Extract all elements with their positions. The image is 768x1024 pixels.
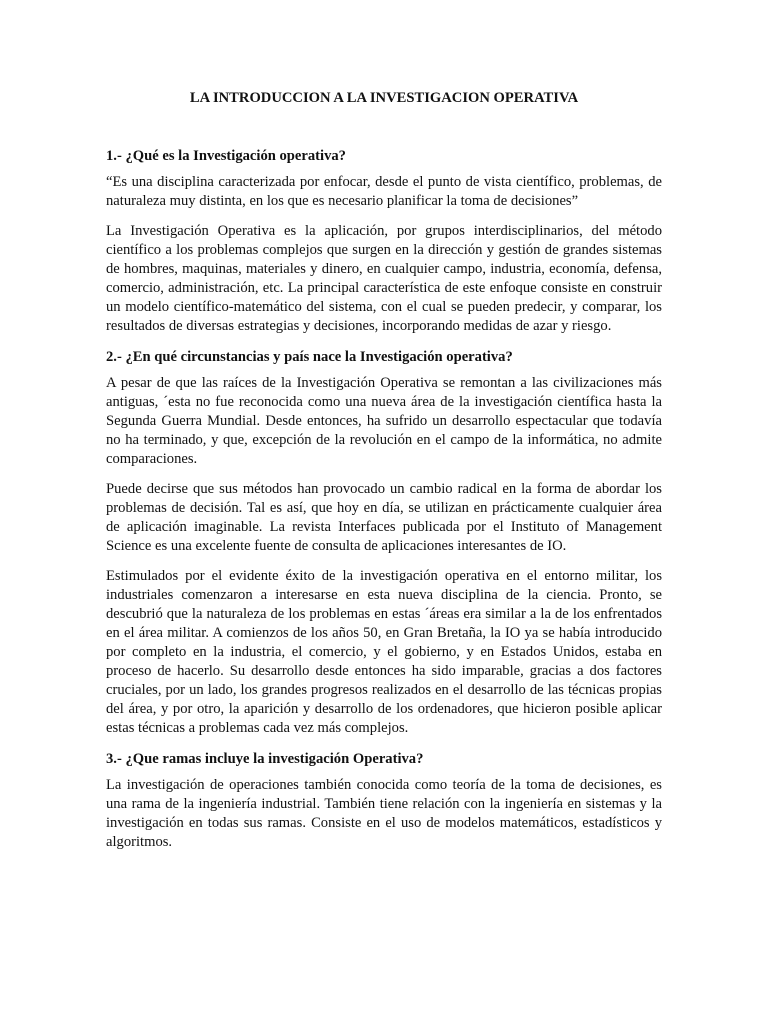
section-what-is-io <box>106 146 662 336</box>
section-heading: 3.- ¿Que ramas incluye la investigación Operativa? <box>106 751 424 767</box>
paragraph: Puede decirse que sus métodos han provocado un cambio radical en la forma de abordar los problemas de decisión. Tal es así, que hoy en día, se utilizan en prácticamente cualquier área de aplicación imaginable. La revista Interfaces publicada por el Instituto of Management Science es una excelente fuente de consulta de aplicaciones interesantes de IO. <box>106 481 662 554</box>
document-title: LA INTRODUCCION A LA INVESTIGACION OPERATIVA <box>189 90 579 106</box>
section-heading: 1.- ¿Qué es la Investigación operativa? <box>106 148 346 164</box>
document-page <box>106 88 662 863</box>
section-branches <box>106 749 662 852</box>
section-heading: 2.- ¿En qué circunstancias y país nace la Investigación operativa? <box>106 349 513 365</box>
section-origin <box>106 347 662 738</box>
definition-quote: “Es una disciplina caracterizada por enfocar, desde el punto de vista científico, problemas, de naturaleza muy distinta, en los que es necesario planificar la toma de decisiones” <box>106 174 662 209</box>
paragraph: La investigación de operaciones también conocida como teoría de la toma de decisiones, es una rama de la ingeniería industrial. También tiene relación con la ingeniería en sistemas y la investigación en todas sus ramas. Consiste en el uso de modelos matemáticos, estadísticos y algoritmos. <box>106 777 662 850</box>
paragraph: A pesar de que las raíces de la Investigación Operativa se remontan a las civilizaciones más antiguas, ´esta no fue reconocida como una nueva área de la investigación científica hasta la Segunda Guerra Mundial. Desde entonces, ha sufrido un desarrollo espectacular que todavía no ha terminado, y que, excepción de la revolución en el campo de la informática, no admite comparaciones. <box>106 375 662 467</box>
paragraph: Estimulados por el evidente éxito de la investigación operativa en el entorno militar, los industriales comenzaron a interesarse en esta nueva disciplina de la ciencia. Pronto, se descubrió que la naturaleza de los problemas en estas ´áreas era similar a la de los enfrentados en el área militar. A comienzos de los años 50, en Gran Bretaña, la IO ya se había introducido por completo en la industria, el comercio, y el gobierno, y en Estados Unidos, estaba en proceso de hacerlo. Su desarrollo desde entonces ha sido imparable, gracias a dos factores cruciales, por un lado, los grandes progresos realizados en el desarrollo de las técnicas propias del área, y por otro, la aparición y desarrollo de los ordenadores, que hicieron posible aplicar estas técnicas a problemas cada vez más complejos. <box>106 568 662 736</box>
paragraph: La Investigación Operativa es la aplicación, por grupos interdisciplinarios, del método científico a los problemas complejos que surgen en la dirección y gestión de grandes sistemas de hombres, maquinas, materiales y dinero, en cualquier campo, industria, economía, defensa, comercio, administración, etc. La principal característica de este enfoque consiste en construir un modelo científico-matemático del sistema, con el cual se pueden predecir, y comparar, los resultados de diversas estrategias y decisiones, incorporando medidas de azar y riesgo. <box>106 223 662 334</box>
